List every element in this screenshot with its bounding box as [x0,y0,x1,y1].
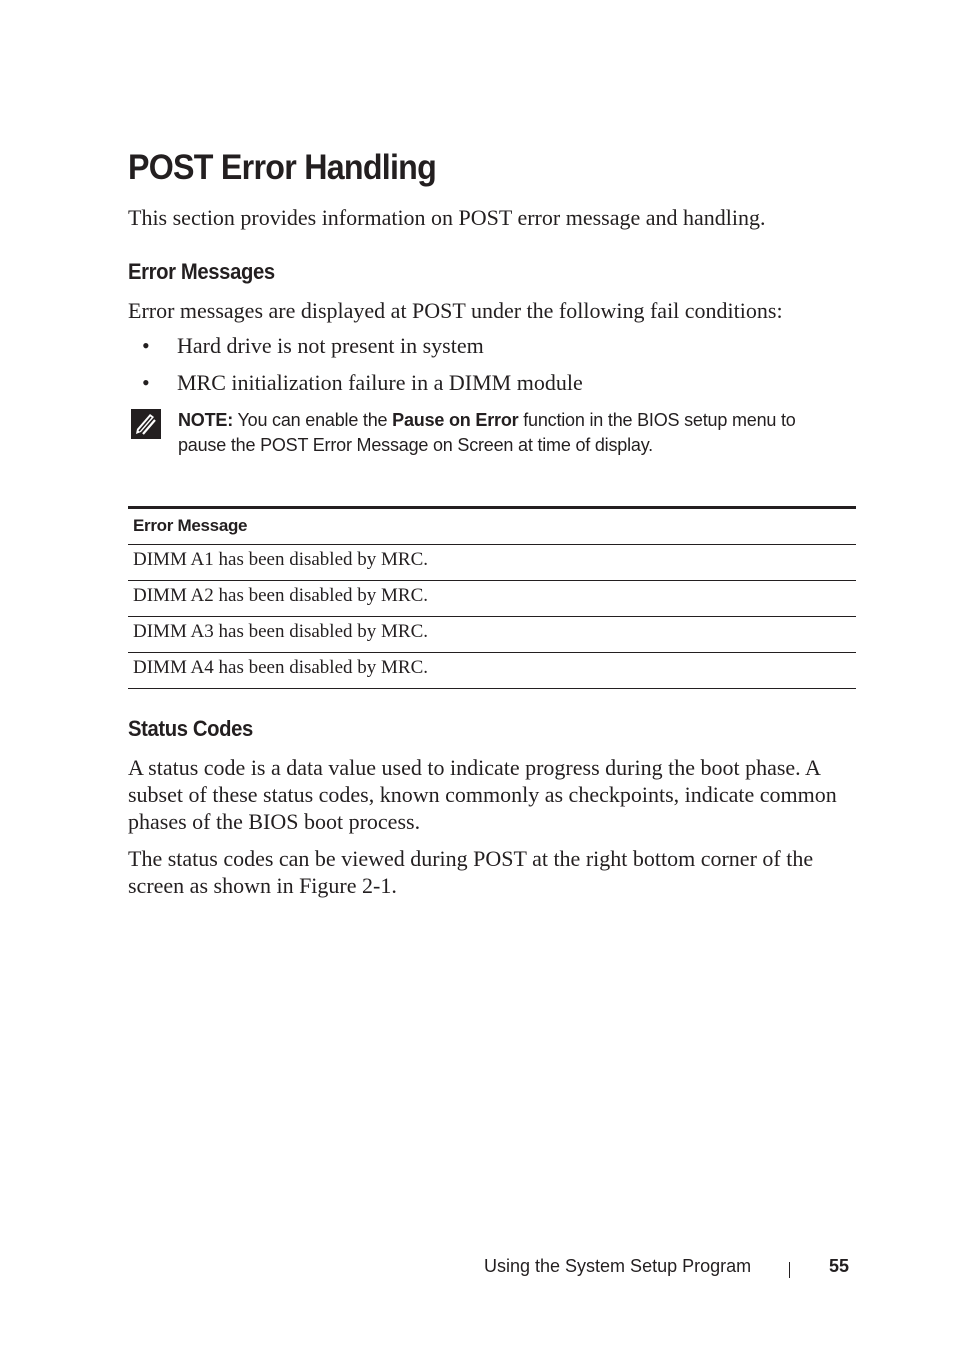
page-title: POST Error Handling [128,148,437,187]
bullet-marker: • [142,333,150,358]
note-pencil-icon [131,409,161,439]
note-text-after: function in the BIOS setup menu to pause the POST Error Message on Screen at time of display. [178,410,796,455]
list-item: MRC initialization failure in a DIMM module [177,370,583,395]
table-row: DIMM A4 has been disabled by MRC. [128,653,856,689]
note-text [178,408,838,458]
table-row: DIMM A1 has been disabled by MRC. [128,545,856,581]
table-header: Error Message [128,509,856,545]
error-message-table [128,506,856,689]
error-messages-lead: Error messages are displayed at POST under the following fail conditions: [128,298,783,323]
note-text-before: You can enable the [237,410,388,430]
bullet-marker: • [142,370,150,395]
intro-paragraph: This section provides information on POST error message and handling. [128,205,766,230]
note-label: NOTE: [178,410,233,430]
table-row: DIMM A2 has been disabled by MRC. [128,581,856,617]
status-codes-paragraph-2: The status codes can be viewed during POST at the right bottom corner of the screen as shown in Figure 2-1. [128,846,814,898]
note-emphasis: Pause on Error [392,410,519,430]
page-number: 55 [829,1256,850,1276]
table-row: DIMM A3 has been disabled by MRC. [128,617,856,653]
error-messages-heading: Error Messages [128,259,275,284]
status-codes-heading: Status Codes [128,716,253,741]
footer-section-title: Using the System Setup Program [484,1256,752,1276]
status-codes-paragraph-1: A status code is a data value used to indicate progress during the boot phase. A subset of these status codes, known commonly as checkpoints, indicate common phases of the BIOS boot process. [128,755,837,834]
list-item: Hard drive is not present in system [177,333,484,358]
footer-divider [789,1262,790,1278]
